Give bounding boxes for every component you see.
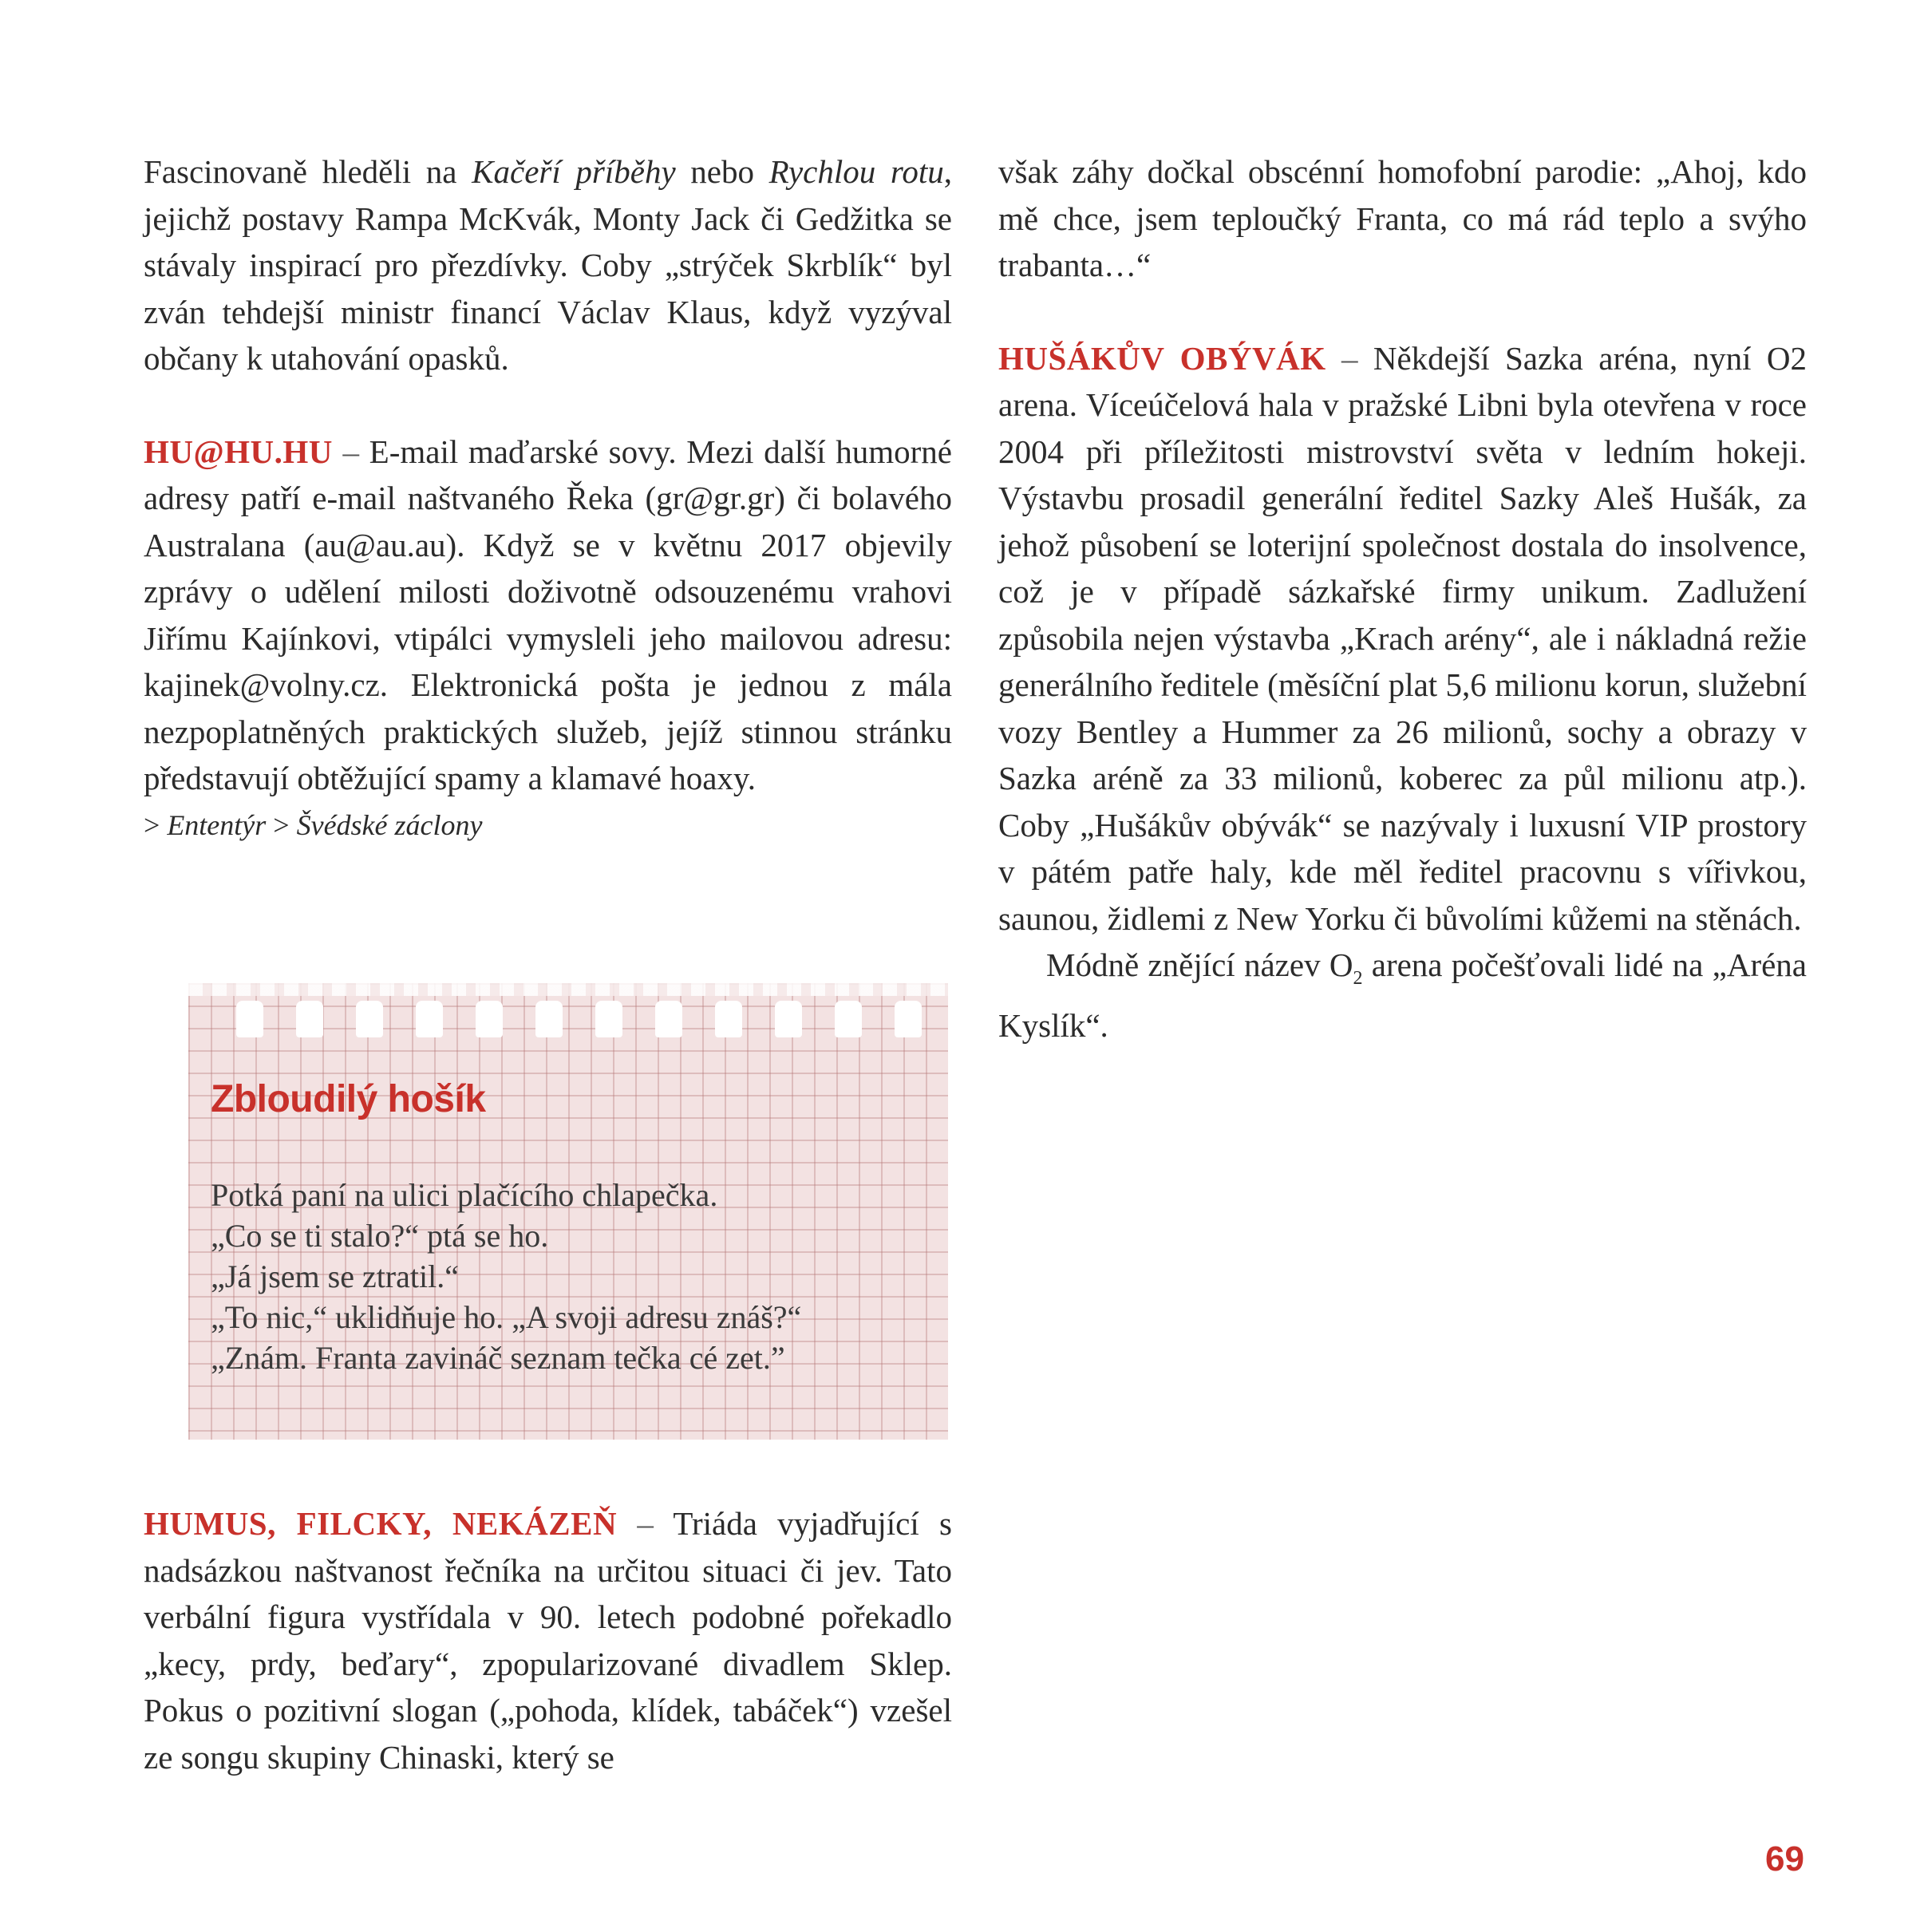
intro-title-2: Rychlou rotu — [768, 153, 944, 190]
spiral-holes — [188, 983, 948, 1049]
entry-heading: HUMUS, FILCKY, NEKÁZEŇ — [144, 1505, 618, 1542]
dash: – — [1326, 339, 1373, 377]
note-line: „To nic,“ uklidňuje ho. „A svoji adresu znáš?“ — [211, 1299, 802, 1335]
spiral-hole — [296, 1001, 323, 1037]
page-number: 69 — [1765, 1839, 1804, 1879]
left-column-bottom — [144, 1500, 952, 1780]
spacer — [998, 289, 1807, 335]
spiral-hole — [715, 1001, 742, 1037]
spiral-hole — [595, 1001, 622, 1037]
entry-text: Někdejší Sazka aréna, nyní O2 arena. Víceúčelová hala v pražské Libni byla otevřena v roce 2004 při příležitosti mistrovství světa v ledním hokeji. Výstavbu prosadil generální ředitel Sazky Aleš Hušák, za jehož působení se loterijní společnost dostala do insolvence, což je v případě sázkařské firmy unikum. Zadlužení způsobila nejen výstavba „Krach arény“, ale i nákladná režie generálního ředitele (měsíční plat 5,6 milionu korun, služební vozy Bentley a Hummer za 26 milionů, sochy a obrazy v Sazka aréně za 33 milionů, koberec za půl milionu atp.). Coby „Hušákův obývák“ se nazývaly i luxusní VIP prostory v pátém patře haly, kde měl ředitel pracovnu s vířivkou, saunou, židlemi z New Yorku či bůvolími kůžemi na stěnách. — [998, 339, 1807, 937]
spiral-hole — [356, 1001, 383, 1037]
entry-huhu — [144, 429, 952, 802]
note-title: Zbloudilý hošík — [211, 1078, 486, 1120]
right-column — [998, 148, 1807, 1049]
spiral-hole — [775, 1001, 802, 1037]
left-column — [144, 148, 952, 845]
note-line: „Já jsem se ztratil.“ — [211, 1258, 459, 1294]
intro-paragraph — [144, 148, 952, 382]
spiral-hole — [535, 1001, 563, 1037]
notebook-box — [188, 983, 948, 1440]
spacer — [144, 382, 952, 429]
spiral-hole — [416, 1001, 443, 1037]
note-joke — [211, 1175, 929, 1378]
intro-title-1: Kačeří příběhy — [472, 153, 676, 190]
dash: – — [617, 1505, 674, 1542]
spiral-hole — [476, 1001, 503, 1037]
ref-link-svedske-zaclony[interactable]: Švédské záclony — [296, 808, 483, 841]
entry-husakuv-obyvak — [998, 335, 1807, 942]
spiral-hole — [895, 1001, 922, 1037]
ref-link-ententyr[interactable]: Ententýr — [167, 808, 267, 841]
entry-heading: HU@HU.HU — [144, 433, 333, 470]
note-line: „Co se ti stalo?“ ptá se ho. — [211, 1218, 549, 1254]
entry-humus — [144, 1500, 952, 1780]
o2-text-1: Módně znějící název O — [1046, 946, 1353, 983]
spiral-hole — [655, 1001, 682, 1037]
continuation-paragraph: však záhy dočkal obscénní homofobní parodie: „Ahoj, kdo mě chce, jsem teploučký Franta, co má rád teplo a svýho trabanta…“ — [998, 153, 1807, 283]
o2-paragraph — [998, 942, 1807, 1049]
o2-text-2: arena počešťovali lidé na „Aréna Kyslík“. — [998, 946, 1807, 1044]
spiral-hole — [236, 1001, 263, 1037]
o2-subscript: 2 — [1353, 968, 1363, 989]
dash: – — [332, 433, 369, 470]
intro-text-3: , jejichž postavy Rampa McKvák, Monty Jack či Gedžitka se stávaly inspirací pro přezdívky. Coby „strýček Skrblík“ byl zván tehdejší ministr financí Václav Klaus, když vyzýval občany k utahování opasků. — [144, 153, 952, 377]
intro-text-2: nebo — [675, 153, 769, 190]
note-line: Potká paní na ulici plačícího chlapečka. — [211, 1177, 718, 1213]
entry-heading: HUŠÁKŮV OBÝVÁK — [998, 339, 1326, 377]
note-line: „Znám. Franta zavináč seznam tečka cé zet.” — [211, 1340, 785, 1376]
entry-text: E-mail maďarské sovy. Mezi další humorné adresy patří e-mail naštvaného Řeka (gr@gr.gr) či bolavého Australana (au@au.au). Když se v květnu 2017 objevily zprávy o udělení milosti doživotně odsouzenému vrahovi Jiřímu Kajínkovi, vtipálci vymysleli jeho mailovou adresu: kajinek@volny.cz. Elektronická pošta je jednou z mála nezpoplatněných praktických služeb, jejíž stinnou stránku představují obtěžující spamy a klamavé hoaxy. — [144, 433, 952, 796]
cross-references — [144, 805, 952, 845]
ref-arrow: > — [144, 808, 168, 841]
spiral-hole — [835, 1001, 862, 1037]
entry-text: Triáda vyjadřující s nadsázkou naštvanost řečníka na určitou situaci či jev. Tato verbální figura vystřídala v 90. letech podobné pořekadlo „kecy, prdy, beďary“, zpopularizované divadlem Sklep. Pokus o pozitivní slogan („pohoda, klídek, tabáček“) vzešel ze songu skupiny Chinaski, který se — [144, 1505, 952, 1776]
intro-text-1: Fascinovaně hleděli na — [144, 153, 472, 190]
ref-arrow: > — [266, 808, 297, 841]
